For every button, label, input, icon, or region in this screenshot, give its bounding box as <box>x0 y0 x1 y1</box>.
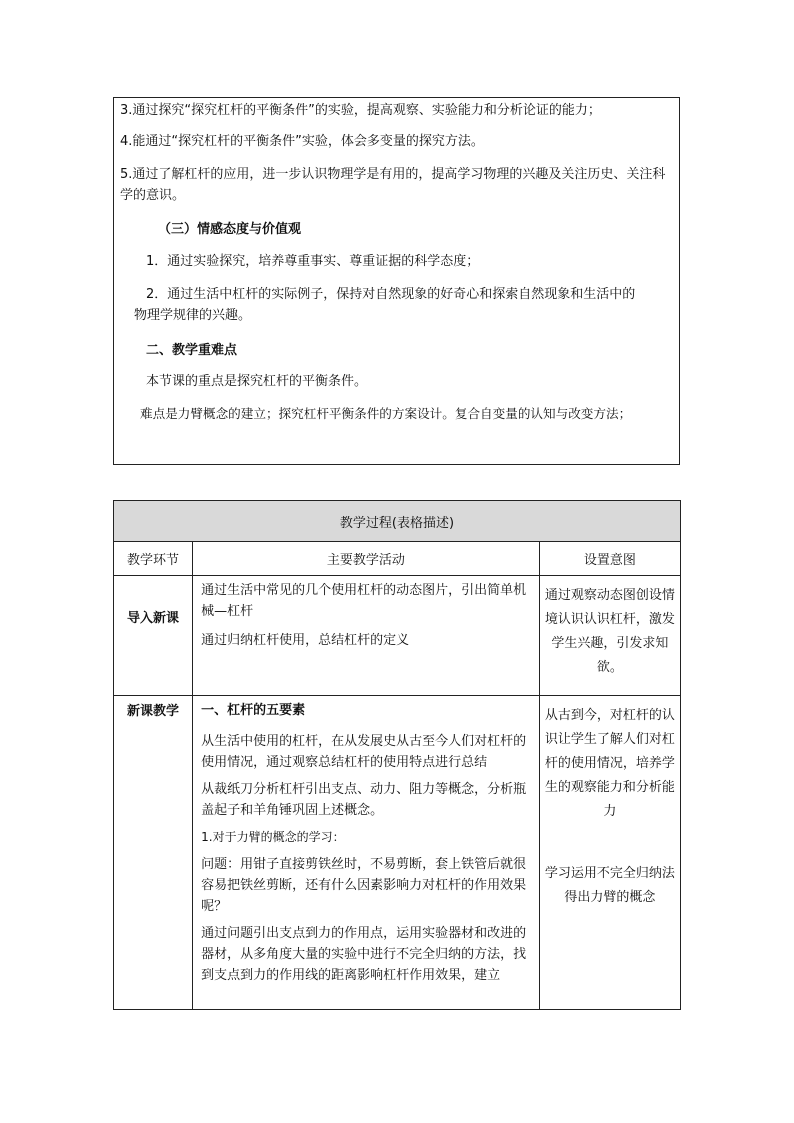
activity-text: 通过生活中常见的几个使用杠杆的动态图片，引出简单机械—杠杆 <box>201 583 527 619</box>
activity-text: 问题：用钳子直接剪铁丝时，不易剪断，套上铁管后就很容易把铁丝剪断，还有什么因素影响力对杠杆的作用效果呢？ <box>201 857 527 914</box>
objective-item-3: 3.通过探究“探究杠杆的平衡条件”的实验，提高观察、实验能力和分析论证的能力； <box>120 103 601 118</box>
activity-text: 通过问题引出支点到力的作用点，运用实验器材和改进的器材，从多角度大量的实验中进行不完全归纳的方法，找到支点到力的作用线的距离影响杠杆作用效果，建立 <box>201 926 527 983</box>
table-header-row <box>114 542 681 576</box>
key-point: 本节课的重点是探究杠杆的平衡条件。 <box>146 374 368 389</box>
attitude-item-2-line1: 2．通过生活中杠杆的实际例子，保持对自然现象的好奇心和探索自然现象和生活中的 <box>146 287 636 302</box>
attitude-item-2-line2: 物理学规律的兴趣。 <box>134 308 252 323</box>
table-row <box>114 696 681 1010</box>
activity-text: 从裁纸刀分析杠杆引出支点、动力、阻力等概念，分析瓶盖起子和羊角锤巩固上述概念。 <box>201 782 527 818</box>
difficulty: 难点是力臂概念的建立；探究杠杆平衡条件的方案设计。复合自变量的认知与改变方法； <box>140 406 632 421</box>
activity-subheading: 一、杠杆的五要素 <box>201 703 306 718</box>
stage-label: 新课教学 <box>114 696 193 1010</box>
attitude-item-1: 1．通过实验探究，培养尊重事实、尊重证据的科学态度； <box>146 254 480 269</box>
stage-label: 导入新课 <box>114 576 193 696</box>
intent-cell <box>539 576 680 696</box>
activity-text: 从生活中使用的杠杆，在从发展史从古至今人们对杠杆的使用情况，通过观察总结杠杆的使用特点进行总结 <box>201 734 527 770</box>
intent-text: 学习运用不完全归纳法得出力臂的概念 <box>544 866 675 905</box>
objectives-box <box>113 97 680 465</box>
intent-text: 从古到今，对杠杆的认识让学生了解人们对杠杆的使用情况，培养学生的观察能力和分析能力 <box>544 708 675 819</box>
activities-cell <box>193 576 540 696</box>
intent-cell <box>539 696 680 1010</box>
table-row <box>114 576 681 696</box>
section2-heading: 二、教学重难点 <box>146 343 238 358</box>
section3-heading: （三）情感态度与价值观 <box>158 222 302 237</box>
header-intent: 设置意图 <box>539 542 680 576</box>
activity-text: 通过归纳杠杆使用，总结杠杆的定义 <box>201 633 410 648</box>
header-stage: 教学环节 <box>114 542 193 576</box>
activity-text: 1.对于力臂的概念的学习： <box>201 830 345 844</box>
teaching-process-table <box>113 500 681 1010</box>
objective-item-5: 5.通过了解杠杆的应用，进一步认识物理学是有用的，提高学习物理的兴趣及关注历史、关注科学的意识。 <box>120 167 666 203</box>
activities-cell <box>193 696 540 1010</box>
header-activities: 主要教学活动 <box>193 542 540 576</box>
table-title: 教学过程(表格描述) <box>114 501 681 542</box>
intent-text: 通过观察动态图创设情境认识认识杠杆，激发学生兴趣，引发求知欲。 <box>544 588 675 675</box>
objective-item-4: 4.能通过“探究杠杆的平衡条件”实验，体会多变量的探究方法。 <box>120 134 484 149</box>
